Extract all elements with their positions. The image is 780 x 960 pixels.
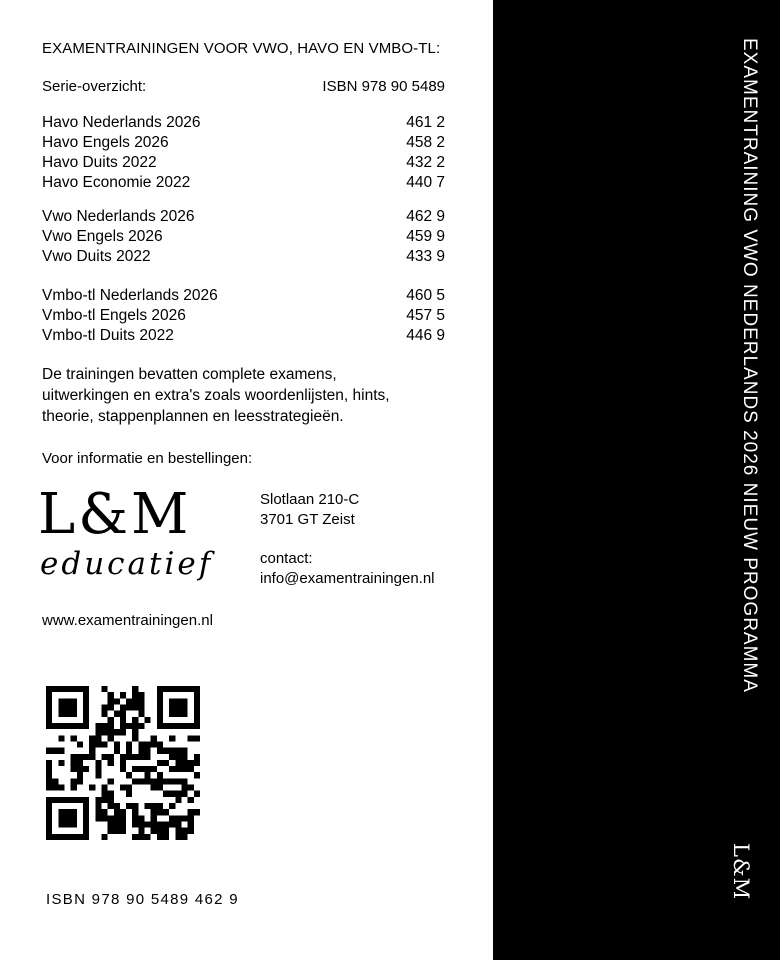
item-code: 457 5 <box>406 307 445 324</box>
address-line: Slotlaan 210-C <box>260 491 360 508</box>
item-title: Havo Nederlands 2026 <box>42 114 201 131</box>
isbn-barcode-text: ISBN 978 90 5489 462 9 <box>46 891 239 908</box>
series-heading: EXAMENTRAININGEN VOOR VWO, HAVO EN VMBO-TL: <box>42 40 441 57</box>
item-title: Havo Economie 2022 <box>42 174 191 191</box>
contact-label: contact: <box>260 550 313 567</box>
logo-sub: educatief <box>40 546 214 582</box>
vwo-group <box>42 207 445 267</box>
item-title: Vwo Nederlands 2026 <box>42 208 195 225</box>
item-code: 462 9 <box>406 208 445 225</box>
list-item <box>42 326 445 346</box>
item-code: 432 2 <box>406 154 445 171</box>
item-code: 440 7 <box>406 174 445 191</box>
item-code: 433 9 <box>406 248 445 265</box>
item-title: Havo Duits 2022 <box>42 154 157 171</box>
list-item <box>42 286 445 306</box>
spine-logo: L&M <box>729 843 753 901</box>
description <box>42 364 462 427</box>
website-link[interactable]: www.examentrainingen.nl <box>42 612 213 629</box>
item-code: 458 2 <box>406 134 445 151</box>
publisher-logo <box>38 482 238 602</box>
info-label: Voor informatie en bestellingen: <box>42 450 253 467</box>
item-code: 461 2 <box>406 114 445 131</box>
list-item <box>42 113 445 133</box>
list-item <box>42 227 445 247</box>
description-line: De trainingen bevatten complete examens, <box>42 366 337 383</box>
qr-code-icon <box>46 686 200 840</box>
description-line: uitwerkingen en extra's zoals woordenlijsten, hints, <box>42 387 390 404</box>
list-item <box>42 306 445 326</box>
series-overview-label: Serie-overzicht: <box>42 78 147 95</box>
list-item <box>42 247 445 267</box>
item-code: 446 9 <box>406 327 445 344</box>
list-item <box>42 173 445 193</box>
address-line: 3701 GT Zeist <box>260 511 355 528</box>
havo-group <box>42 113 445 193</box>
series-isbn-prefix: ISBN 978 90 5489 <box>322 78 445 95</box>
item-code: 459 9 <box>406 228 445 245</box>
list-item <box>42 207 445 227</box>
spine <box>493 0 780 960</box>
list-item <box>42 133 445 153</box>
item-title: Havo Engels 2026 <box>42 134 169 151</box>
item-title: Vwo Engels 2026 <box>42 228 163 245</box>
list-item <box>42 153 445 173</box>
contact <box>260 549 435 589</box>
address <box>260 490 359 530</box>
description-line: theorie, stappenplannen en leesstrategieën. <box>42 408 344 425</box>
item-code: 460 5 <box>406 287 445 304</box>
item-title: Vmbo-tl Nederlands 2026 <box>42 287 218 304</box>
spine-title: EXAMENTRAINING VWO NEDERLANDS 2026 NIEUW PROGRAMMA <box>739 38 760 693</box>
vmbo-group <box>42 286 445 346</box>
logo-main: L&M <box>38 482 192 547</box>
series-overview-row <box>42 78 445 95</box>
item-title: Vmbo-tl Engels 2026 <box>42 307 186 324</box>
item-title: Vwo Duits 2022 <box>42 248 151 265</box>
item-title: Vmbo-tl Duits 2022 <box>42 327 174 344</box>
contact-email[interactable]: info@examentrainingen.nl <box>260 570 435 587</box>
